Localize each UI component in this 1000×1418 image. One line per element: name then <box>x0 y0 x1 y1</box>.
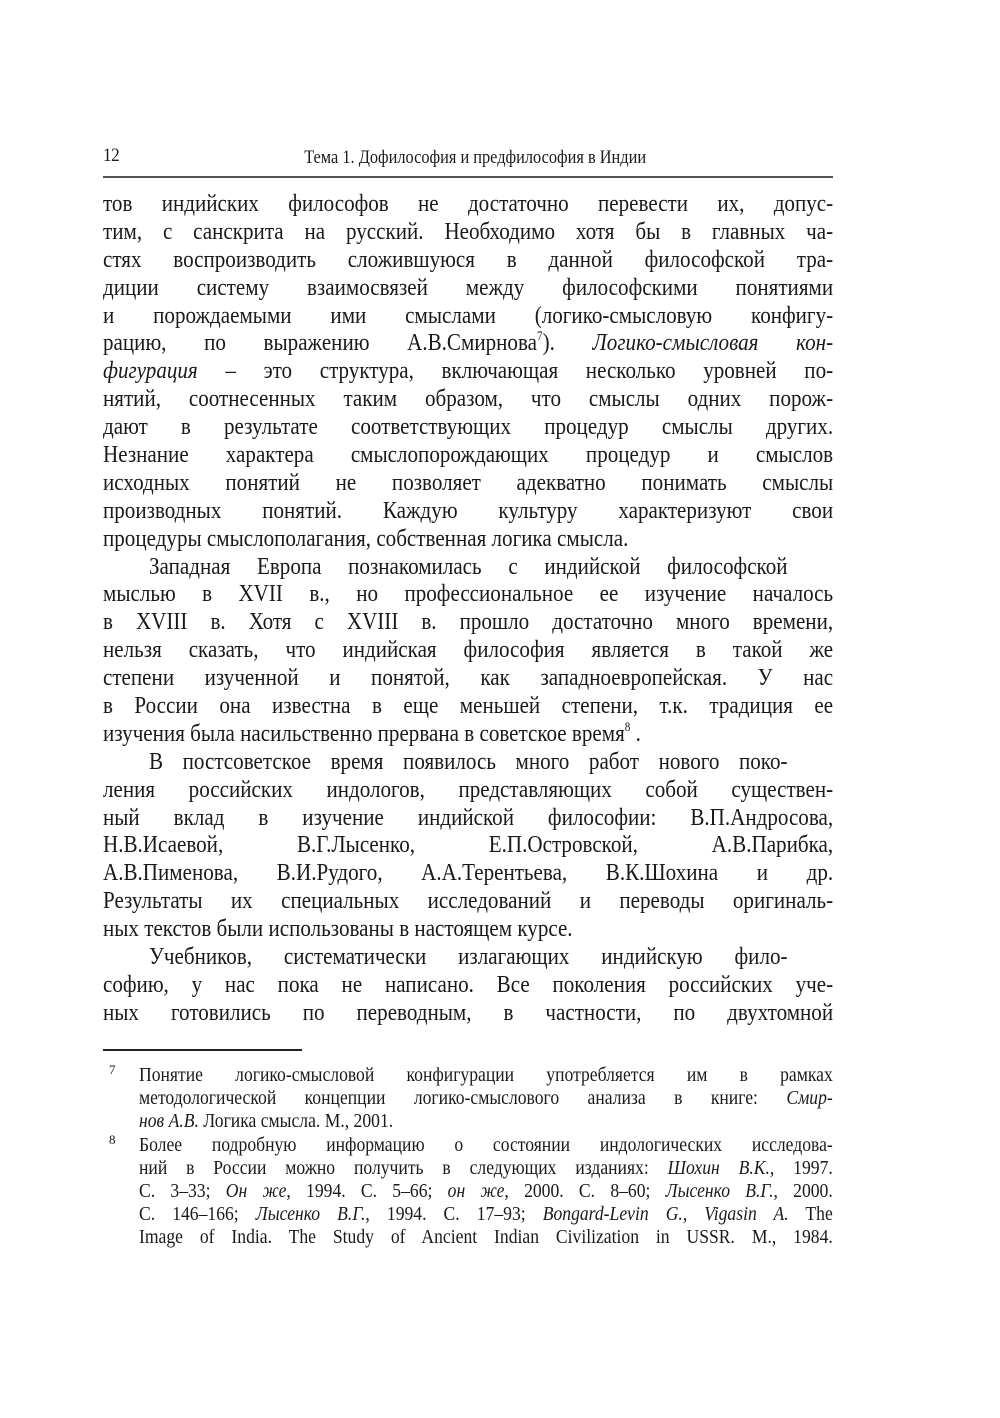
paragraph-3 <box>103 748 833 943</box>
text-line: тов индийских философов не достаточно перевести их, допус- <box>103 190 834 217</box>
footnotes <box>103 1064 833 1250</box>
text-line: тим, с санскрита на русский. Необходимо хотя бы в главных ча- <box>103 217 834 245</box>
text-line: в России она известна в еще меньшей степени, т.к. традиция ее <box>103 692 834 720</box>
text-line: фигурация – это структура, включающая несколько уровней по- <box>103 357 834 385</box>
text-line: нятий, соотнесенных таким образом, что смыслы одних порож- <box>103 385 834 413</box>
footnote-7 <box>103 1064 833 1134</box>
text-line: ления российских индологов, представляющих собой существен- <box>103 775 834 803</box>
footnote-ref-7[interactable]: 7 <box>536 328 543 344</box>
footnote-number: 7 <box>109 1062 116 1077</box>
paragraph-1 <box>103 190 833 553</box>
text-line: Западная Европа познакомилась с индийской философской <box>149 552 788 580</box>
footnote-line: Image of India. The Study of Ancient Indian Civilization in USSR. M., 1984. <box>139 1226 833 1249</box>
footnote-line: нов А.В. Логика смысла. М., 2001. <box>139 1110 394 1133</box>
paragraph-2 <box>103 553 833 748</box>
running-head <box>103 143 833 173</box>
footnote-line: Более подробную информацию о состоянии индологических исследова- <box>139 1133 833 1156</box>
text-line: В постсоветское время появилось много работ нового поко- <box>149 747 788 775</box>
footnote-8 <box>103 1131 833 1250</box>
text-line: рацию, по выражению А.В.Смирнова$^7$). Логико-смысловая кон- <box>103 328 834 357</box>
text-line: мыслью в XVII в., но профессиональное ее изучение началось <box>103 580 834 608</box>
footnote-line: Понятие логико-смысловой конфигурации употребляется им в рамках <box>139 1064 833 1086</box>
footnote-number: 8 <box>109 1131 116 1147</box>
text-line: софию, у нас пока не написано. Все поколения российских уче- <box>103 970 834 998</box>
page-number: 12 <box>103 145 120 166</box>
paragraph-4 <box>103 943 833 1027</box>
text-line: и порождаемыми ими смыслами (логико-смысловую конфигу- <box>103 301 834 329</box>
text-line: Результаты их специальных исследований и переводы оригиналь- <box>103 887 834 915</box>
text-line: производных понятий. Каждую культуру характеризуют свои <box>103 496 834 524</box>
text-line: ный вклад в изучение индийской философии: В.П.Андросова, <box>103 803 834 831</box>
text-line: процедуры смыслополагания, собственная логика смысла. <box>103 524 629 552</box>
text-line: ных готовились по переводным, в частности, по двухтомной <box>103 998 834 1026</box>
body-text <box>103 190 833 1027</box>
text-line: ных текстов были использованы в настоящем курсе. <box>103 915 573 943</box>
text-line: А.В.Пименова, В.И.Рудого, А.А.Терентьева, В.К.Шохина и др. <box>103 859 834 887</box>
footnote-line: ний в России можно получить в следующих изданиях: Шохин В.К., 1997. <box>139 1156 833 1179</box>
text-line: степени изученной и понятой, как западноевропейская. У нас <box>103 664 834 692</box>
text-line: нельзя сказать, что индийская философия является в такой же <box>103 636 834 664</box>
footnote-separator <box>103 1049 302 1051</box>
text-line: изучения была насильственно прервана в советское время$^8$ . <box>103 718 641 747</box>
footnote-line: методологической концепции логико-смыслового анализа в книге: Смир- <box>139 1087 833 1110</box>
italic-term: фигурация <box>103 357 198 385</box>
footnote-line: С. 3–33; Он же, 1994. С. 5–66; он же, 2000. С. 8–60; Лысенко В.Г., 2000. <box>139 1179 833 1202</box>
text-line: в XVIII в. Хотя с XVIII в. прошло достаточно много времени, <box>103 608 834 636</box>
text-line: исходных понятий не позволяет адекватно понимать смыслы <box>103 468 834 496</box>
footnote-line: С. 146–166; Лысенко В.Г., 1994. С. 17–93; Bongard-Levin G., Vigasin A. The <box>139 1203 833 1226</box>
text-line: диции систему взаимосвязей между философскими понятиями <box>103 273 834 301</box>
running-title: Тема 1. Дофилософия и предфилософия в Индии <box>304 147 647 168</box>
text-line: Н.В.Исаевой, В.Г.Лысенко, Е.П.Островской, А.В.Парибка, <box>103 831 834 859</box>
italic-term: Логико-смысловая кон- <box>592 329 834 357</box>
header-rule <box>103 176 833 178</box>
text-line: стях воспроизводить сложившуюся в данной философской тра- <box>103 245 834 273</box>
text-line: Незнание характера смыслопорождающих процедур и смыслов <box>103 441 834 469</box>
text-line: дают в результате соответствующих процедур смыслы других. <box>103 413 834 441</box>
footnote-ref-8[interactable]: 8 <box>624 718 631 734</box>
text-line: Учебников, систематически излагающих индийскую фило- <box>149 943 788 971</box>
